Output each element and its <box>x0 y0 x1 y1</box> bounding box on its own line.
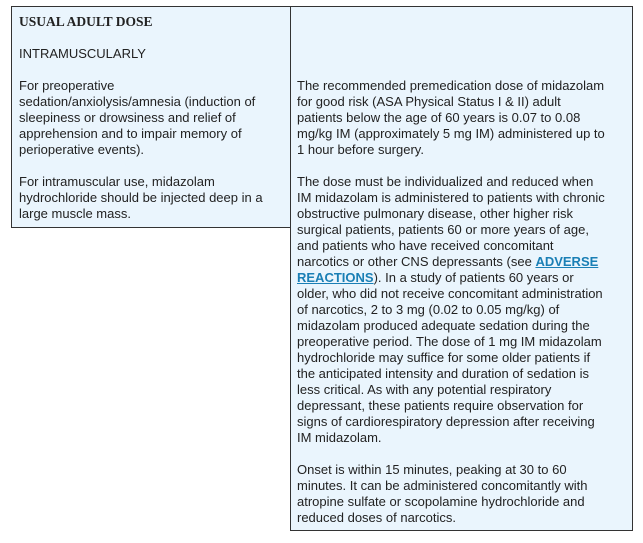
paragraph-lines <box>297 174 632 254</box>
premedication-dose-paragraph <box>297 78 632 158</box>
paragraph-line: mg/kg IM (approximately 5 mg IM) administered up to <box>297 126 605 141</box>
paragraph-line: perioperative events). <box>19 142 145 157</box>
individualized-dose-paragraph <box>297 174 632 446</box>
paragraph-line: For intramuscular use, midazolam <box>19 174 215 189</box>
paragraph-line <box>297 254 632 270</box>
paragraph-line: less critical. As with any potential respiratory <box>297 382 552 397</box>
paragraph-line: reduced doses of narcotics. <box>297 510 456 525</box>
paragraph-line: midazolam produced adequate sedation during the <box>297 318 590 333</box>
paragraph-line: IM midazolam. <box>297 430 382 445</box>
paragraph-line: and patients who have received concomitant <box>297 238 554 253</box>
adverse-reactions-link-continued[interactable]: REACTIONS <box>297 270 374 285</box>
paragraph-line: surgical patients, patients 60 or more years of age, <box>297 222 589 237</box>
paragraph-line: older, who did not receive concomitant administration <box>297 286 603 301</box>
paragraph-line: obstructive pulmonary disease, other higher risk <box>297 206 574 221</box>
indication-paragraph <box>19 78 290 158</box>
onset-paragraph <box>297 462 632 526</box>
paragraph-line: minutes. It can be administered concomitantly with <box>297 478 588 493</box>
paragraph-line: 1 hour before surgery. <box>297 142 424 157</box>
paragraph-line: For preoperative <box>19 78 115 93</box>
paragraph-lines <box>297 286 632 446</box>
paragraph-line: of narcotics, 2 to 3 mg (0.02 to 0.05 mg/kg) of <box>297 302 560 317</box>
paragraph-line: sleepiness or drowsiness and relief of <box>19 110 236 125</box>
paragraph-line: hydrochloride may suffice for some older patients if <box>297 350 591 365</box>
paragraph-line: for good risk (ASA Physical Status I & II) adult <box>297 94 561 109</box>
paragraph-line <box>297 270 632 286</box>
paragraph-line: depressant, these patients require observation for <box>297 398 584 413</box>
paragraph-line: signs of cardiorespiratory depression after receiving <box>297 414 595 429</box>
paragraph-line: patients below the age of 60 years is 0.07 to 0.08 <box>297 110 581 125</box>
route-label: INTRAMUSCULARLY <box>19 46 146 61</box>
paragraph-line: The recommended premedication dose of midazolam <box>297 78 605 93</box>
section-heading: USUAL ADULT DOSE <box>19 14 153 29</box>
paragraph-line: IM midazolam is administered to patients with chronic <box>297 190 605 205</box>
paragraph-line: preoperative period. The dose of 1 mg IM midazolam <box>297 334 602 349</box>
text: ). In a study of patients 60 years or <box>373 270 574 285</box>
paragraph-line: large muscle mass. <box>19 206 131 221</box>
text: narcotics or other CNS depressants (see <box>297 254 536 269</box>
adverse-reactions-link[interactable]: ADVERSE <box>535 254 599 269</box>
administration-paragraph <box>19 174 290 222</box>
paragraph-line: apprehension and to impair memory of <box>19 126 242 141</box>
paragraph-line: hydrochloride should be injected deep in a <box>19 190 263 205</box>
paragraph-line: atropine sulfate or scopolamine hydrochloride and <box>297 494 585 509</box>
paragraph-line: The dose must be individualized and reduced when <box>297 174 594 189</box>
paragraph-line: Onset is within 15 minutes, peaking at 30 to 60 <box>297 462 567 477</box>
dose-label-cell <box>11 6 291 228</box>
paragraph-line: the anticipated intensity and duration of sedation is <box>297 366 589 381</box>
dose-details-cell <box>290 6 633 531</box>
paragraph-line: sedation/anxiolysis/amnesia (induction of <box>19 94 256 109</box>
